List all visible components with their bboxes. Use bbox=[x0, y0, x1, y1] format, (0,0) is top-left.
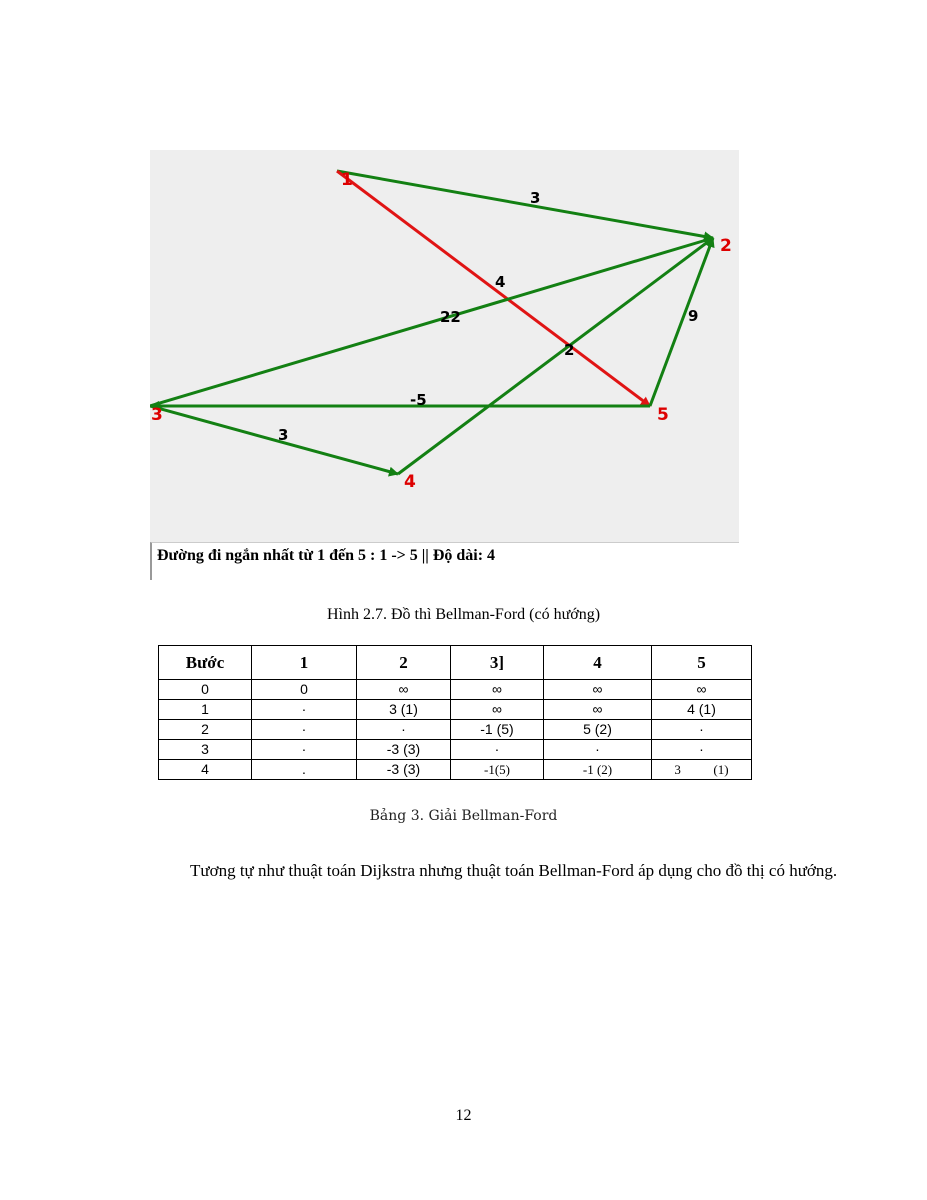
edge-weight-4-2: 2 bbox=[564, 341, 575, 359]
node-label-4: 4 bbox=[404, 472, 416, 492]
table-cell: · bbox=[252, 740, 357, 760]
page-number: 12 bbox=[455, 1107, 472, 1124]
shortest-path-result: Đường đi ngắn nhất từ 1 đến 5 : 1 -> 5 || Độ dài: 4 bbox=[157, 547, 496, 564]
table-cell: ∞ bbox=[544, 680, 652, 700]
table-row bbox=[159, 700, 752, 720]
edge-3-2 bbox=[150, 238, 713, 406]
table-caption: Bảng 3. Giải Bellman-Ford bbox=[369, 808, 558, 824]
table-cell: · bbox=[252, 720, 357, 740]
table-cell: · bbox=[252, 700, 357, 720]
node-label-2: 2 bbox=[720, 236, 732, 256]
table-cell: · bbox=[652, 720, 752, 740]
node-label-1: 1 bbox=[341, 170, 353, 190]
table-cell: ∞ bbox=[451, 680, 544, 700]
table-cell: 3 (1) bbox=[652, 760, 752, 780]
result-panel bbox=[150, 542, 739, 580]
table-cell: -1 (5) bbox=[451, 720, 544, 740]
edge-3-4 bbox=[150, 406, 398, 474]
header-node-3: 3] bbox=[451, 646, 544, 680]
graph-figure bbox=[150, 150, 739, 542]
table-cell: 3 (1) bbox=[357, 700, 451, 720]
edge-weight-3-4: 3 bbox=[278, 426, 289, 444]
header-step: Bước bbox=[159, 646, 252, 680]
edge-weight-5-3: -5 bbox=[410, 391, 427, 409]
table-row bbox=[159, 740, 752, 760]
node-label-5: 5 bbox=[657, 405, 669, 425]
edge-1-2 bbox=[337, 171, 713, 238]
header-node-1: 1 bbox=[252, 646, 357, 680]
table-cell: -1 (2) bbox=[544, 760, 652, 780]
table-cell: 2 bbox=[159, 720, 252, 740]
table-cell: ∞ bbox=[544, 700, 652, 720]
table-cell: -3 (3) bbox=[357, 740, 451, 760]
table-cell: 4 bbox=[159, 760, 252, 780]
table-cell: ∞ bbox=[451, 700, 544, 720]
table-cell: · bbox=[357, 720, 451, 740]
table-cell: ∞ bbox=[652, 680, 752, 700]
table-header-row bbox=[159, 646, 752, 680]
table-row bbox=[159, 680, 752, 700]
edge-1-5 bbox=[337, 171, 650, 406]
table-cell: · bbox=[451, 740, 544, 760]
table-cell: . bbox=[252, 760, 357, 780]
table-cell: 5 (2) bbox=[544, 720, 652, 740]
table-cell: 4 (1) bbox=[652, 700, 752, 720]
node-label-3: 3 bbox=[151, 405, 163, 425]
table-cell: 1 bbox=[159, 700, 252, 720]
bellman-ford-table bbox=[158, 645, 752, 780]
body-paragraph: Tương tự như thuật toán Dijkstra nhưng thuật toán Bellman-Ford áp dụng cho đồ thị có hướng. bbox=[190, 861, 838, 880]
table-cell: 3 bbox=[159, 740, 252, 760]
table-row bbox=[159, 760, 752, 780]
table-cell: 0 bbox=[252, 680, 357, 700]
edge-weight-1-2: 3 bbox=[530, 189, 541, 207]
table-cell: · bbox=[652, 740, 752, 760]
edge-weight-3-2: 22 bbox=[440, 308, 461, 326]
header-node-4: 4 bbox=[544, 646, 652, 680]
header-node-2: 2 bbox=[357, 646, 451, 680]
table-cell: · bbox=[544, 740, 652, 760]
table-cell: ∞ bbox=[357, 680, 451, 700]
table-cell: -3 (3) bbox=[357, 760, 451, 780]
header-node-5: 5 bbox=[652, 646, 752, 680]
table-row bbox=[159, 720, 752, 740]
figure-caption: Hình 2.7. Đồ thì Bellman-Ford (có hướng) bbox=[326, 606, 601, 623]
graph-canvas bbox=[150, 150, 739, 542]
table-cell: -1(5) bbox=[451, 760, 544, 780]
edge-weight-1-5: 4 bbox=[495, 273, 506, 291]
edge-4-2 bbox=[398, 238, 713, 474]
table-cell: 0 bbox=[159, 680, 252, 700]
edge-weight-5-2: 9 bbox=[688, 307, 699, 325]
